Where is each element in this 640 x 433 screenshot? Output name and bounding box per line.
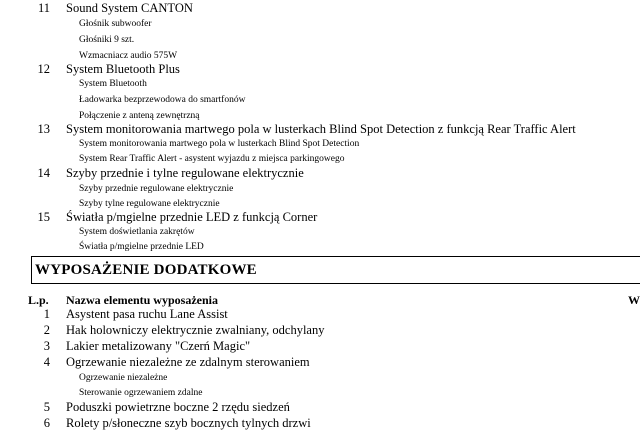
sub-item-label: System monitorowania martwego pola w lusterkach Blind Spot Detection [79,139,360,149]
column-header-name: Nazwa elementu wyposażenia [66,293,218,307]
item-name: Rolety p/słoneczne szyb bocznych tylnych drzwi [66,416,311,430]
sub-item-label: Szyby tylne regulowane elektrycznie [79,199,220,209]
sub-item-label: System Rear Traffic Alert - asystent wyjazdu z miejsca parkingowego [79,154,345,164]
item-number: 2 [43,323,50,337]
item-name: Lakier metalizowany "Czerń Magic" [66,339,251,353]
item-name: System monitorowania martwego pola w lusterkach Blind Spot Detection z funkcją Rear Traffic Alert [66,122,576,136]
sub-item-label: Głośniki 9 szt. [79,35,135,45]
item-name: Poduszki powietrzne boczne 2 rzędu siedzeń [66,400,290,414]
section-title: WYPOSAŻENIE DODATKOWE [35,262,257,278]
item-number: 3 [43,339,50,353]
item-name: System Bluetooth Plus [66,62,180,76]
sub-item-label: Połączenie z anteną zewnętrzną [79,111,200,121]
item-number: 6 [43,416,50,430]
item-number: 14 [37,166,50,180]
item-name: Hak holowniczy elektrycznie zwalniany, odchylany [66,323,325,337]
item-number: 13 [37,122,50,136]
sub-item-label: Głośnik subwoofer [79,19,152,29]
item-name: Szyby przednie i tylne regulowane elektrycznie [66,166,304,180]
sub-item-label: Sterowanie ogrzewaniem zdalne [79,388,203,398]
item-name: Sound System CANTON [66,1,193,15]
sub-item-label: System doświetlania zakrętów [79,227,195,237]
column-header-lp: L.p. [28,293,49,307]
sub-item-label: System Bluetooth [79,79,147,89]
item-number: 15 [37,210,50,224]
item-name: Asystent pasa ruchu Lane Assist [66,307,228,321]
sub-item-label: Ogrzewanie niezależne [79,373,168,383]
item-number: 1 [43,307,50,321]
sub-item-label: Szyby przednie regulowane elektrycznie [79,184,234,194]
item-number: 5 [43,400,50,414]
item-name: Światła p/mgielne przednie LED z funkcją Corner [66,210,318,224]
item-name: Ogrzewanie niezależne ze zdalnym sterowaniem [66,355,310,369]
item-number: 11 [37,1,50,15]
column-header-right: W [628,293,640,307]
sub-item-label: Wzmacniacz audio 575W [79,51,178,61]
item-number: 12 [37,62,50,76]
sub-item-label: Ładowarka bezprzewodowa do smartfonów [79,95,246,105]
item-number: 4 [43,355,50,369]
sub-item-label: Światła p/mgielne przednie LED [79,242,204,252]
